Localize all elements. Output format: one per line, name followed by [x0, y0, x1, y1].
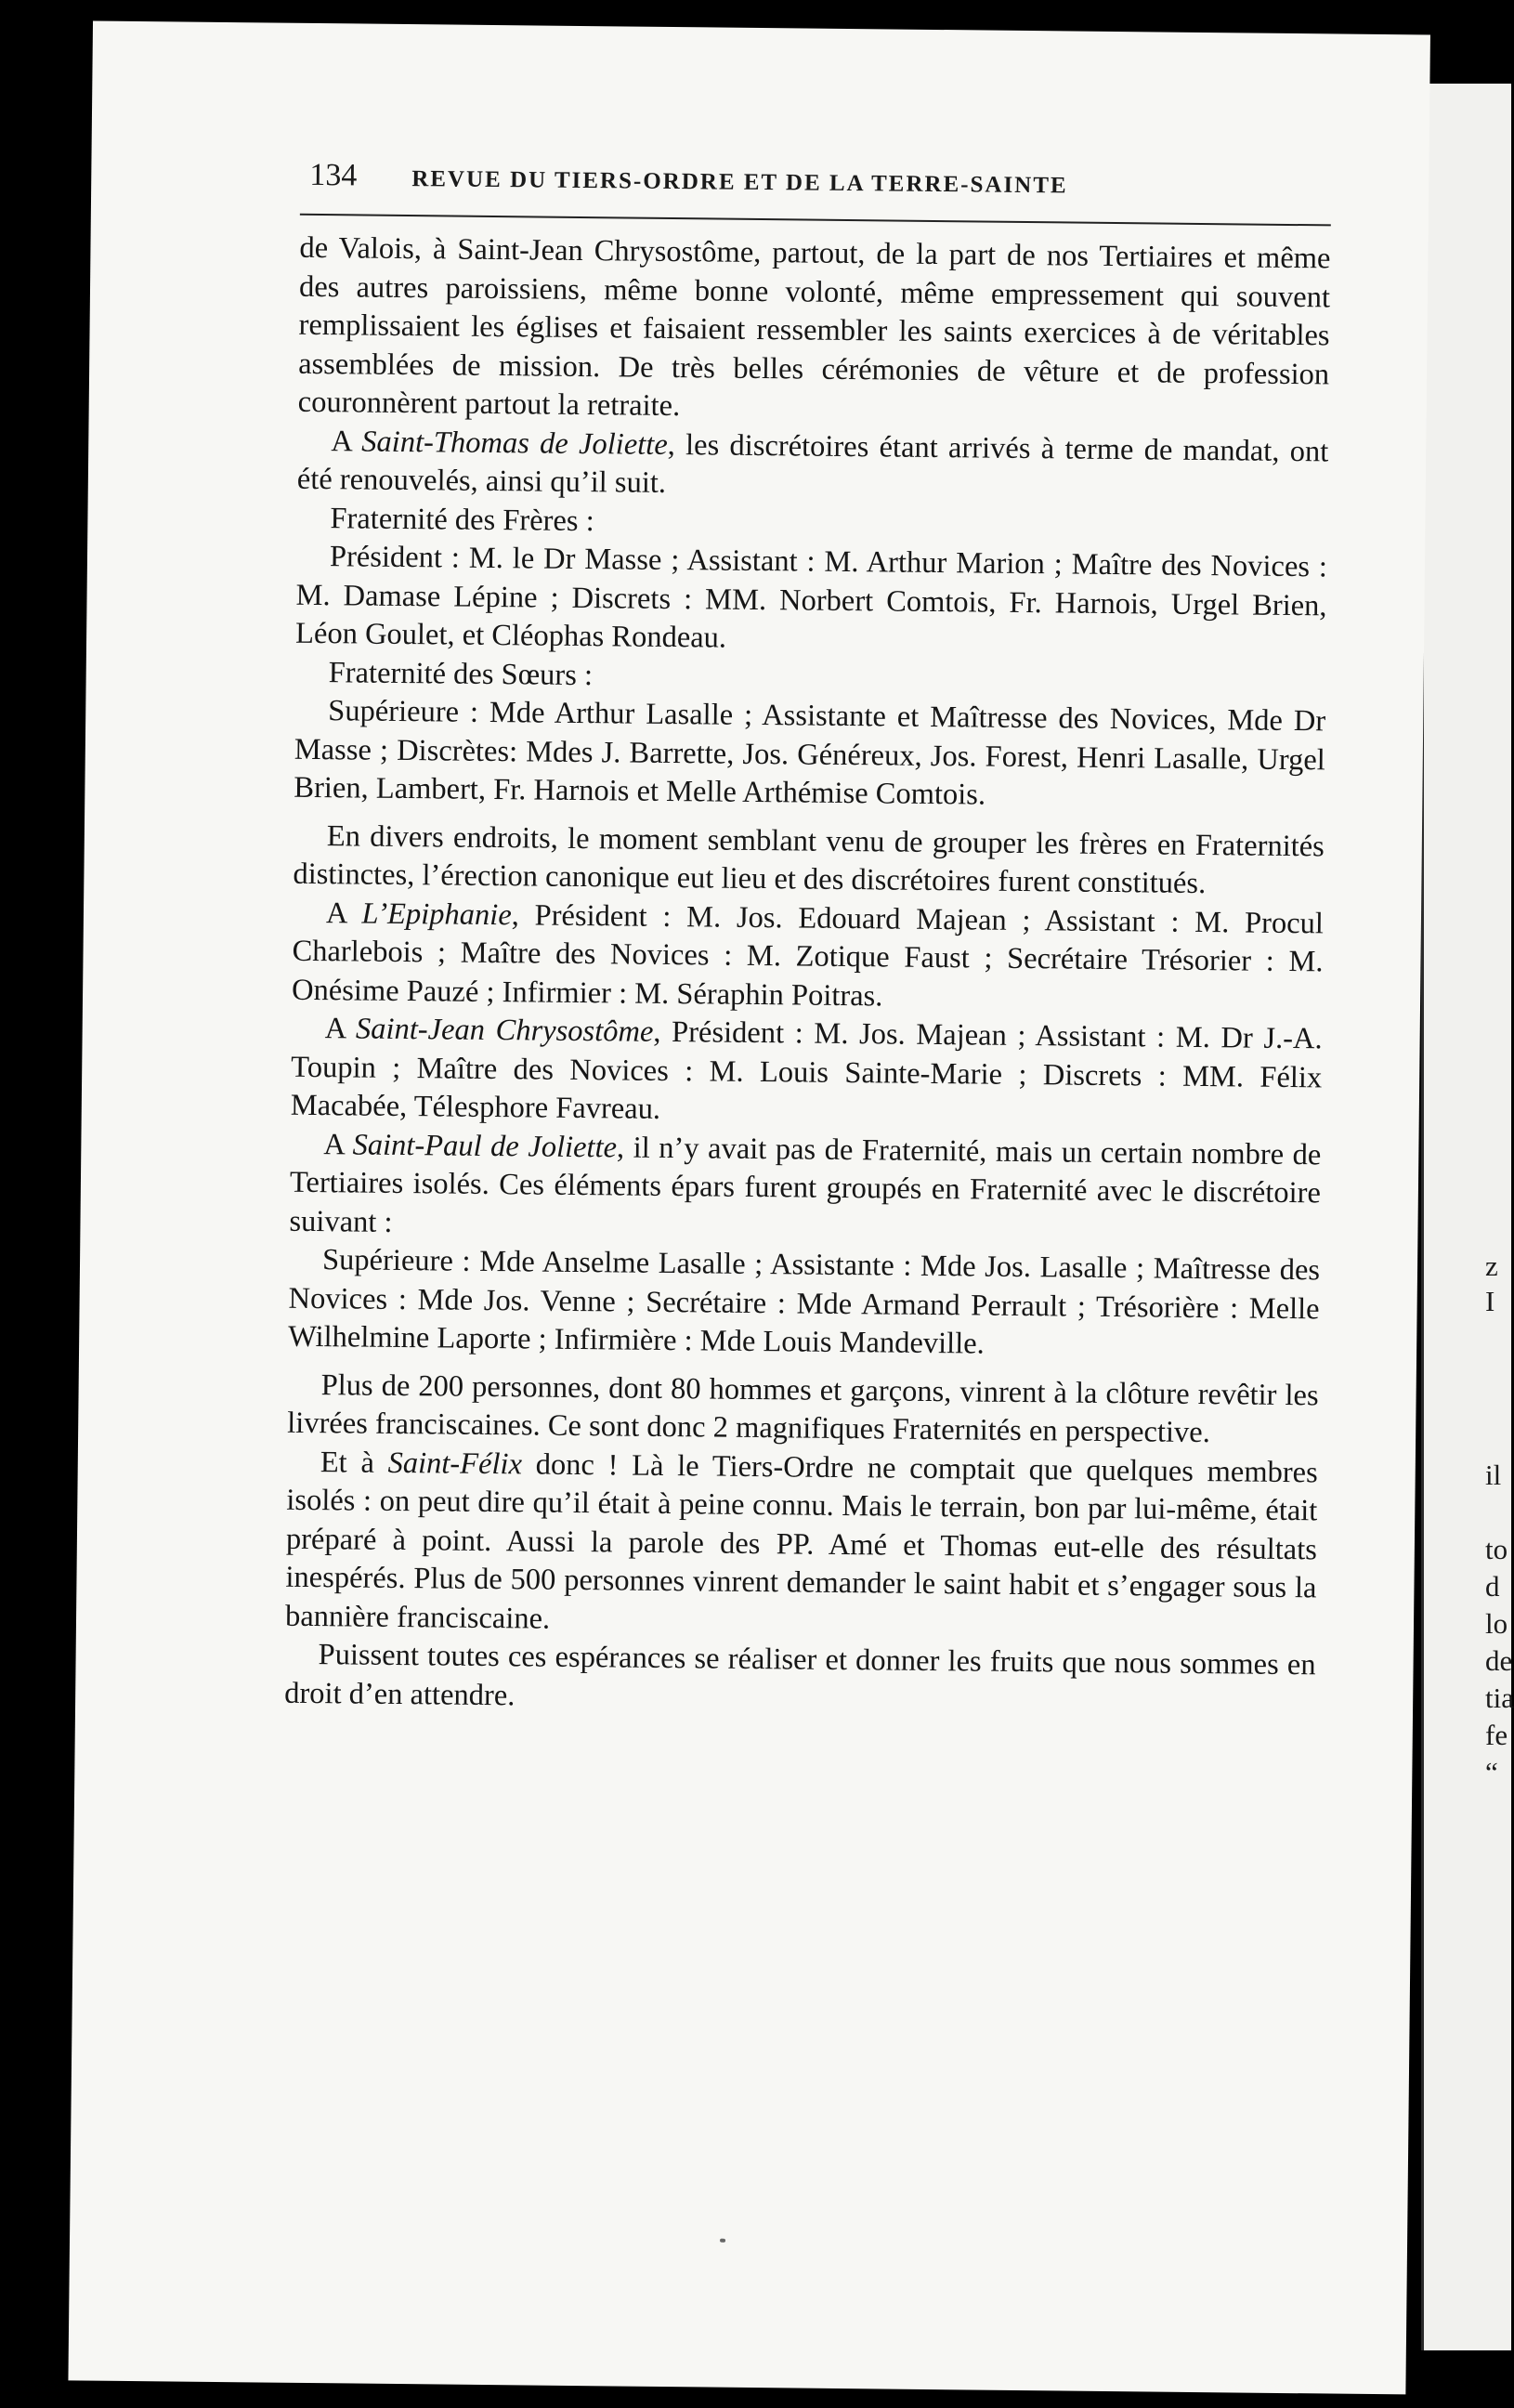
paragraph: Fraternité des Sœurs :: [328, 655, 594, 692]
facing-page-fragment: z: [1485, 1250, 1498, 1282]
facing-page-edge: [1421, 84, 1514, 2350]
page-number: 134: [309, 157, 358, 193]
paragraph: A L’Epiphanie, Président : M. Jos. Edouard Majean ; Assistant : M. Procul Charlebois ; Maître des Novices : M. Zotique Faust ; Secrétaire Trésorier : M. Onésime Pauzé ; Infirmier : M. Séraphin Poitras.: [291, 896, 1325, 1013]
paragraph: Plus de 200 personnes, dont 80 hommes et garçons, vinrent à la clôture revêtir les livrées franciscaines. Ce sont donc 2 magnifiques Fraternités en perspective.: [287, 1368, 1319, 1450]
article-body: [284, 229, 1331, 1724]
facing-page-fragment: “: [1485, 1756, 1498, 1788]
running-header: [309, 158, 1312, 203]
facing-page-fragment: fe: [1485, 1719, 1508, 1751]
running-title: REVUE DU TIERS-ORDRE ET DE LA TERRE-SAINTE: [411, 166, 1068, 199]
paragraph: A Saint-Thomas de Joliette, les discrétoires étant arrivés à terme de mandat, ont été renouvelés, ainsi qu’il suit.: [296, 424, 1329, 500]
facing-page-fragment: tia: [1485, 1682, 1514, 1714]
paragraph: Fraternité des Frères :: [330, 501, 594, 538]
paragraph: de Valois, à Saint-Jean Chrysostôme, partout, de la part de nos Tertiaires et même des autres paroissiens, même bonne volonté, même empressement qui souvent remplissaient les églises et faisaient ressembler les saints exercices à de véritables assemblées de mission. De très belles cérémonies de vêture et de profession couronnèrent partout la retraite.: [297, 230, 1331, 424]
facing-page-fragment: to: [1485, 1533, 1508, 1565]
header-rule: [300, 214, 1331, 227]
paragraph: Supérieure : Mde Anselme Lasalle ; Assistante : Mde Jos. Lasalle ; Maîtresse des Novices : Mde Jos. Venne ; Secrétaire : Mde Armand Perrault ; Trésorière : Melle Wilhelmine Laporte ; Infirmière : Mde Louis Mandeville.: [288, 1243, 1321, 1361]
facing-page-fragment: lo: [1485, 1607, 1508, 1640]
facing-page-fragment: il: [1485, 1459, 1502, 1491]
paragraph: Puissent toutes ces espérances se réaliser et donner les fruits que nous sommes en droit d’en attendre.: [284, 1638, 1316, 1712]
paragraph: Supérieure : Mde Arthur Lasalle ; Assistante et Maîtresse des Novices, Mde Dr Masse ; Discrètes: Mdes J. Barrette, Jos. Généreux, Jos. Forest, Henri Lasalle, Urgel Brien, Lambert, Fr. Harnois et Melle Arthémise Comtois.: [294, 694, 1326, 812]
facing-page-fragment: d: [1485, 1570, 1500, 1603]
book-page: [68, 20, 1430, 2394]
paper-speck: [720, 2239, 725, 2243]
paragraph: Et à Saint-Félix donc ! Là le Tiers-Ordre ne comptait que quelques membres isolés : on peut dire qu’il était à peine connu. Mais le terrain, bon par lui-même, était préparé à point. Aussi la parole des PP. Amé et Thomas eut-elle des résultats inespérés. Plus de 500 personnes vinrent demander le saint habit et s’engager sous la bannière franciscaine.: [284, 1445, 1318, 1636]
paragraph: A Saint-Jean Chrysostôme, Président : M. Jos. Majean ; Assistant : M. Dr J.-A. Toupin ; Maître des Novices : M. Louis Sainte-Marie ; Discrets : MM. Félix Macabée, Télesphore Favreau.: [290, 1012, 1323, 1126]
paragraph: En divers endroits, le moment semblant venu de grouper les frères en Fraternités distinctes, l’érection canonique eut lieu et des discrétoires furent constitués.: [293, 818, 1325, 901]
facing-page-fragment: de: [1485, 1644, 1513, 1677]
paragraph: A Saint-Paul de Joliette, il n’y avait pas de Fraternité, mais un certain nombre de Tertiaires isolés. Ces éléments épars furent groupés en Fraternité avec le discrétoire suivant :: [289, 1127, 1322, 1239]
paragraph: Président : M. le Dr Masse ; Assistant : M. Arthur Marion ; Maître des Novices : M. Damase Lépine ; Discrets : MM. Norbert Comtois, Fr. Harnois, Urgel Brien, Léon Goulet, et Cléophas Rondeau.: [294, 540, 1328, 655]
facing-page-fragment: I: [1485, 1285, 1495, 1317]
